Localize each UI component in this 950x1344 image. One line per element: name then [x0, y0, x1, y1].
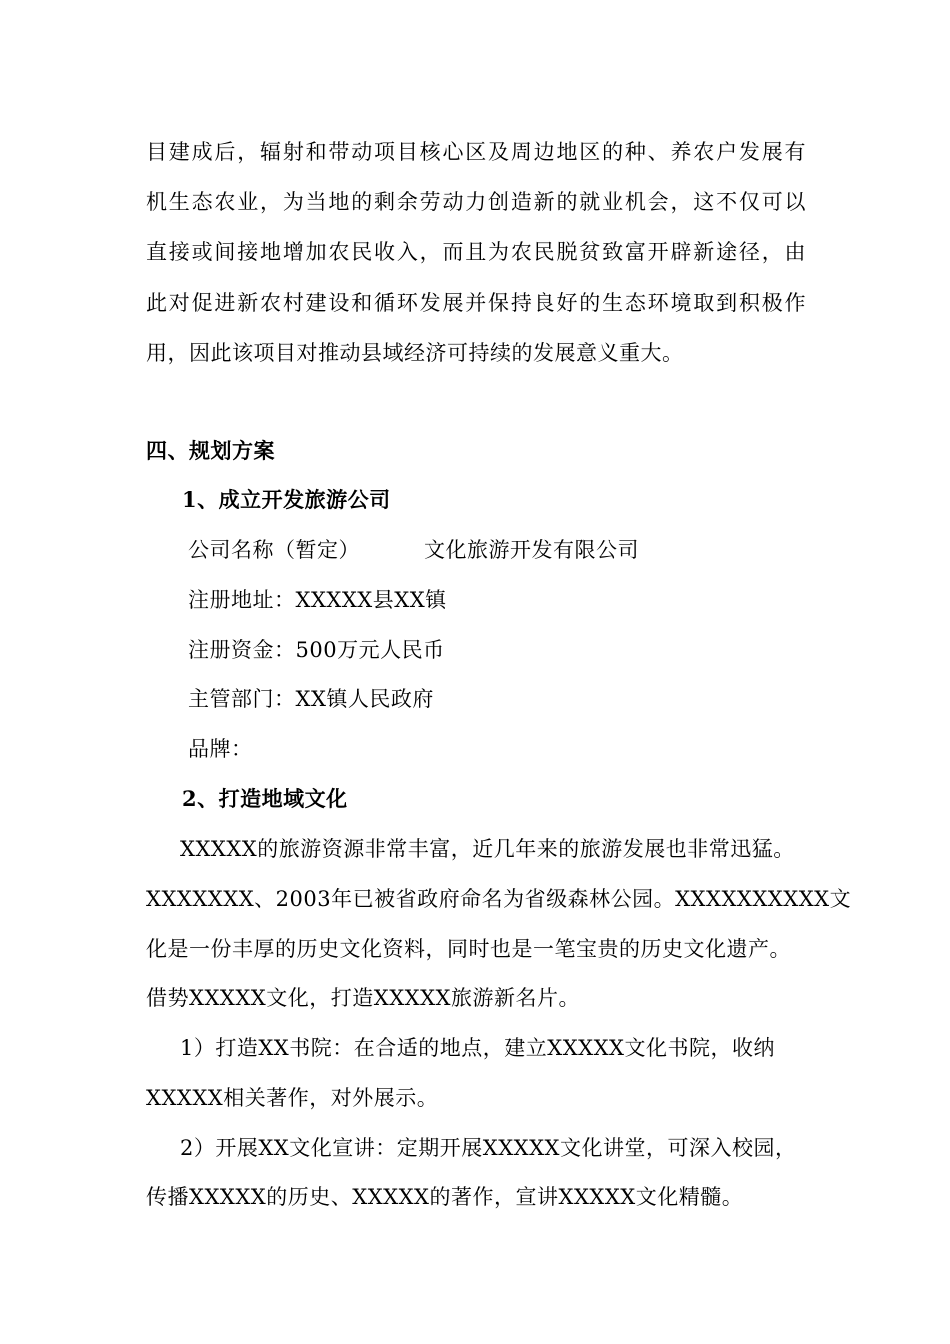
paragraph-line: 目建成后，辐射和带动项目核心区及周边地区的种、养农户发展有	[146, 140, 806, 164]
paragraph-line: 化是一份丰厚的历史文化资料，同时也是一笔宝贵的历史文化遗产。	[146, 937, 791, 961]
paragraph-line: 机生态农业，为当地的剩余劳动力创造新的就业机会，这不仅可以	[146, 190, 806, 214]
list-item-continued: 传播XXXXX的历史、XXXXX的著作，宣讲XXXXX文化精髓。	[146, 1185, 744, 1209]
section-heading: 四、规划方案	[146, 438, 275, 463]
list-item-continued: XXXXX相关著作，对外展示。	[146, 1086, 439, 1110]
paragraph-line: 此对促进新农村建设和循环发展并保持良好的生态环境取到积极作	[146, 291, 806, 315]
paragraph-line: XXXXX的旅游资源非常丰富，近几年来的旅游发展也非常迅猛。	[180, 837, 795, 861]
subsection-heading: 1、成立开发旅游公司	[182, 487, 391, 512]
company-name-label: 公司名称（暂定）	[188, 538, 360, 562]
list-item: 1）打造XX书院：在合适的地点，建立XXXXX文化书院，收纳	[180, 1036, 776, 1060]
list-item: 2）开展XX文化宣讲：定期开展XXXXX文化讲堂，可深入校园，	[180, 1136, 797, 1160]
paragraph-line: 直接或间接地增加农民收入，而且为农民脱贫致富开辟新途径，由	[146, 240, 806, 264]
paragraph-line: XXXXXXX、2003年已被省政府命名为省级森林公园。XXXXXXXXXX文	[146, 887, 852, 911]
company-name-value: 文化旅游开发有限公司	[424, 538, 639, 562]
brand-line: 品牌：	[188, 737, 253, 761]
registered-capital: 注册资金：500万元人民币	[188, 638, 445, 662]
paragraph-line: 用，因此该项目对推动县域经济可持续的发展意义重大。	[146, 341, 684, 365]
paragraph-line: 借势XXXXX文化，打造XXXXX旅游新名片。	[146, 986, 581, 1010]
company-name-row	[188, 537, 639, 563]
supervising-department: 主管部门：XX镇人民政府	[188, 687, 434, 711]
subsection-heading: 2、打造地域文化	[182, 786, 348, 811]
registered-address: 注册地址：XXXXX县XX镇	[188, 588, 447, 612]
